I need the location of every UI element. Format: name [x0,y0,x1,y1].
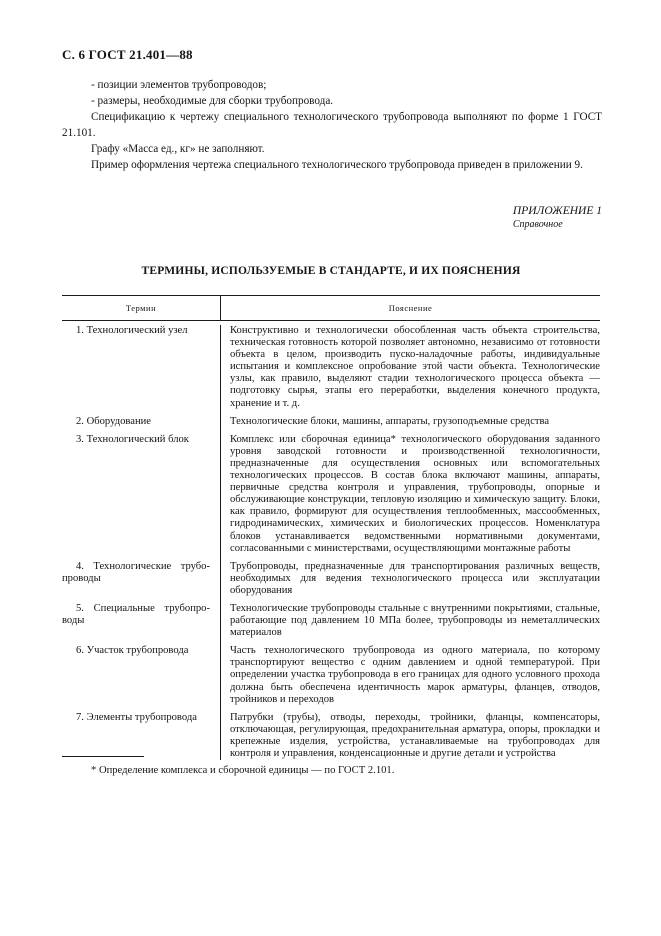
explanation-cell: Комплекс или сборочная единица* технологического оборудования заданного уровня заводской готовности и производственной технологичности, предназначенные для осуществления основных или вспомогательных технологических процессов. В состав блока включают машины, аппараты, первичные средства контроля и управления, трубопроводы, опорные и обслуживающие конструкции, тепловую изоляцию и химическую защиту. Блоки, как правило, формируют для осуществления теплообменных, массообменных, гидродинамических, химических и биологических процессов. Номенклатура блоков устанавливается ведомственными нормативными документами, согласованными с министерствами, осуществляющими монтажные работы [230,433,600,554]
list-item: - размеры, необходимые для сборки трубопровода. [91,95,334,107]
term-line: 4. Технологические трубо- [76,560,210,572]
term-cell: 7. Элементы трубопровода [76,711,197,723]
footnote-divider [62,756,144,757]
term-cell: 6. Участок трубопровода [76,645,189,657]
section-title: ТЕРМИНЫ, ИСПОЛЬЗУЕМЫЕ В СТАНДАРТЕ, И ИХ ПОЯСНЕНИЯ [141,265,521,277]
explanation-cell: Технологические трубопроводы стальные с внутренними покрытиями, стальные, работающие под давлением 10 МПа более, трубопроводы из неметаллических материалов [230,602,600,639]
term-cell: 3. Технологический блок [76,433,189,445]
appendix-subtitle: Справочное [512,219,563,230]
term-line: воды [62,615,85,627]
term-cell [62,603,220,639]
paragraph: Графу «Масса ед., кг» не заполняют. [91,143,265,155]
term-cell: 1. Технологический узел [76,325,188,336]
explanation-cell: Конструктивно и технологически обособленная часть объекта строительства, техническая готовность которой позволяет автономно, независимо от готовности объекта в целом, производить пуско-наладочные работы, индивидуальные испытания и комплексное опробование этой части объекта. Технологические узлы, как правило, выделяют стадии технологического процесса объекта — подготовку сырья, этапы его переработки, выделения конечного продукта, хранение и т. д. [230,325,600,409]
table-row [62,712,600,760]
paragraph: Пример оформления чертежа специального технологического трубопровода приведен в приложении 9. [91,159,583,171]
term-line: 5. Специальные трубопро- [76,602,210,614]
appendix-title: ПРИЛОЖЕНИЕ 1 [512,205,602,217]
terms-table [62,295,600,766]
table-header [62,295,600,321]
explanation-cell: Часть технологического трубопровода из одного материала, по которому транспортируют вещество с одним давлением и одной температурой. При определении участка трубопровода в его границах для одного условного прохода должна быть обеспечена идентичность марок арматуры, фланцев, отводов, тройников и переходов [230,645,600,705]
table-row [62,325,600,410]
explanation-cell: Патрубки (трубы), отводы, переходы, тройники, фланцы, компенсаторы, отключающая, регулирующая, предохранительная арматура, опоры, прокладки и крепежные изделия, устройства, устанавливаемые на трубопроводах для контроля и управления, конденсационные и другие детали и устройства [230,711,600,759]
page-header: С. 6 ГОСТ 21.401—88 [62,47,193,62]
term-cell: 2. Оборудование [76,415,152,427]
table-body [62,325,600,760]
intro-text [62,77,602,173]
paragraph: Спецификацию к чертежу специального технологического трубопровода выполняют по форме 1 ГОСТ 21.101. [62,111,602,139]
table-row [62,561,600,597]
explanation-cell: Трубопроводы, предназначенные для транспортирования различных веществ, необходимых для ведения технологического процесса или эксплуатации оборудования [230,560,600,596]
explanation-cell: Технологические блоки, машины, аппараты, грузоподъемные средства [230,415,550,427]
header-term: Термин [125,302,157,313]
table-row [62,434,600,555]
term-line: проводы [62,572,101,584]
table-row [62,416,600,428]
appendix-label [513,205,602,231]
header-explanation: Пояснение [220,296,600,320]
footnote: * Определение комплекса и сборочной единицы — по ГОСТ 2.101. [91,765,395,776]
list-item: - позиции элементов трубопроводов; [91,79,267,91]
table-row [62,645,600,705]
table-row [62,603,600,639]
term-cell [62,561,220,597]
